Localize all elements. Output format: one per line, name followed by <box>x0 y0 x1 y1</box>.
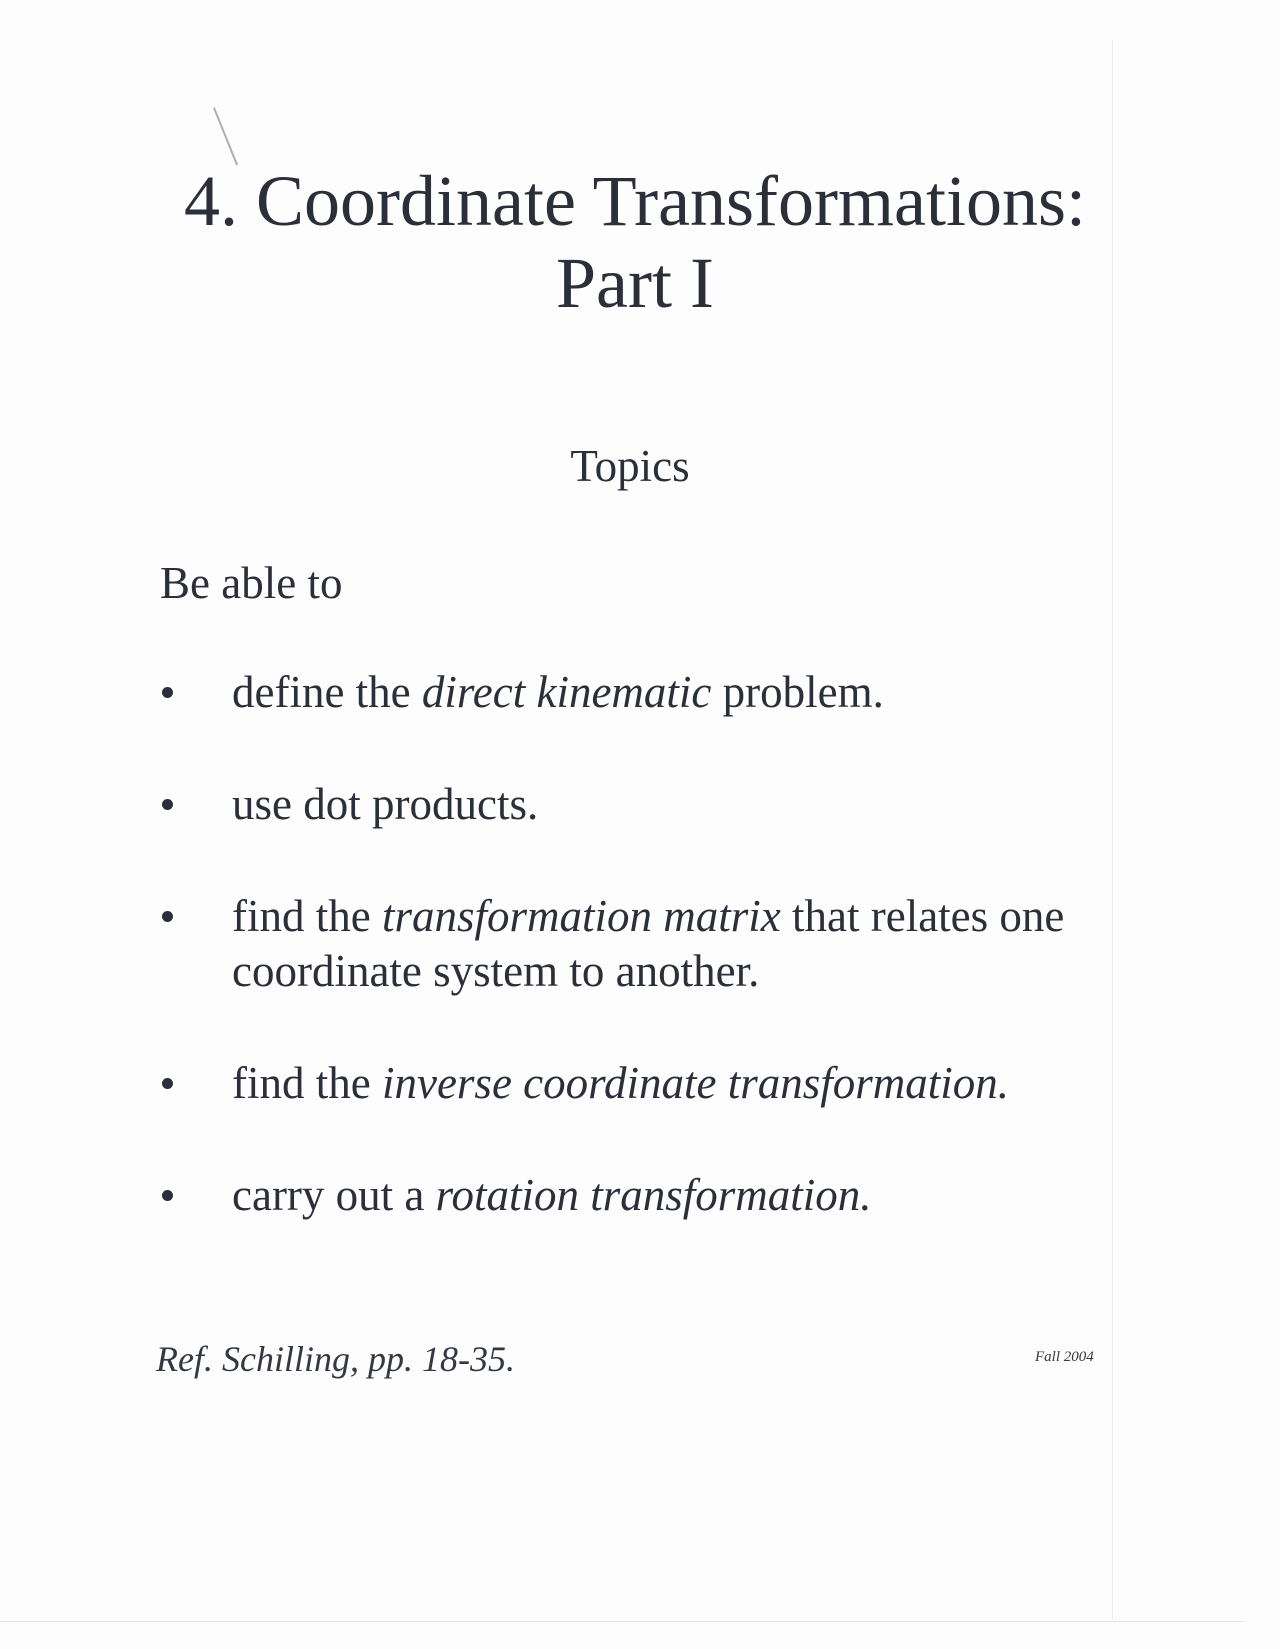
bullet-icon <box>162 799 173 810</box>
list-item-text: carry out a <box>232 1170 436 1220</box>
scan-page-edge <box>0 1621 1245 1622</box>
bullet-icon <box>162 911 173 922</box>
list-item-text: use dot products. <box>232 779 539 829</box>
list-item <box>160 889 1120 999</box>
bullet-icon <box>162 1190 173 1201</box>
list-item <box>160 1056 1120 1111</box>
list-item <box>160 1168 1120 1223</box>
page-title-line-1: 4. Coordinate Transformations: <box>184 161 1086 241</box>
date-stamp: Fall 2004 <box>1035 1349 1094 1365</box>
list-item-emphasis: direct kinematic <box>421 667 712 717</box>
scan-artifact-mark <box>213 107 238 165</box>
list-item-text: define the <box>232 667 422 717</box>
section-heading-topics: Topics <box>570 441 690 491</box>
intro-text: Be able to <box>160 558 343 608</box>
objectives-list <box>160 665 1120 1223</box>
list-item-emphasis: inverse coordinate transformation. <box>381 1058 1010 1108</box>
list-item <box>160 777 1120 832</box>
page-title-line-2: Part I <box>556 243 714 323</box>
bullet-icon <box>162 1078 173 1089</box>
list-item-text: find the <box>232 1058 382 1108</box>
reference-citation: Ref. Schilling, pp. 18-35. <box>156 1339 515 1379</box>
list-item-emphasis: rotation transformation. <box>435 1170 872 1220</box>
list-item-text: problem. <box>711 667 884 717</box>
bullet-icon <box>162 687 173 698</box>
list-item-emphasis: transformation matrix <box>381 891 781 941</box>
list-item-text: find the <box>232 891 382 941</box>
list-item <box>160 665 1120 720</box>
page-title <box>120 160 1150 324</box>
list-item-text: that relates one coordinate system to another. <box>232 891 1065 996</box>
